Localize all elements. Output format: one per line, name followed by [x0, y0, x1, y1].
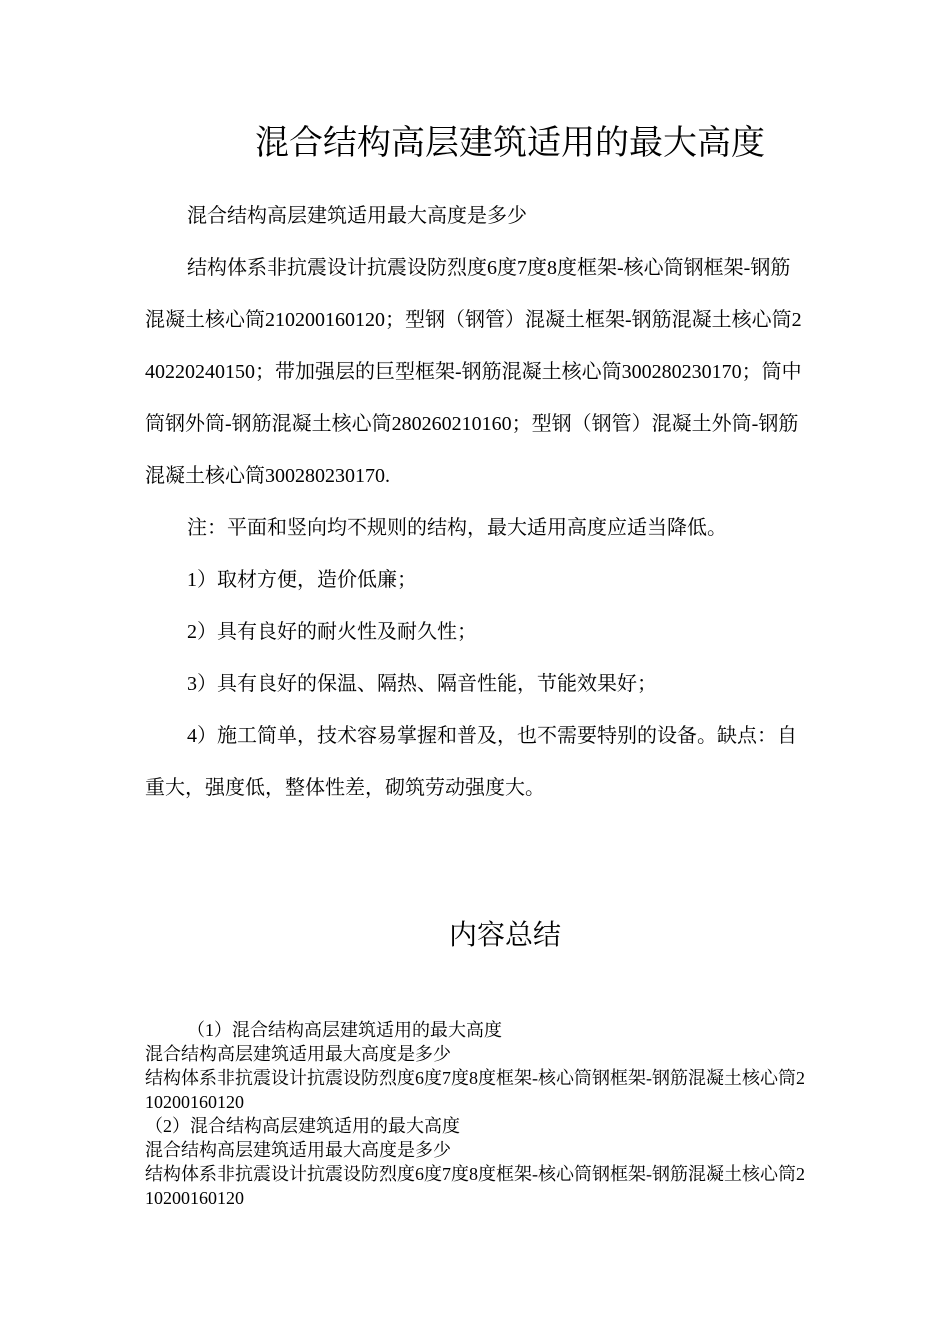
- document-title: 混合结构高层建筑适用的最大高度: [255, 125, 765, 162]
- paragraph: 2）具有良好的耐火性及耐久性；: [187, 621, 477, 643]
- summary-line: （2）混合结构高层建筑适用的最大高度: [145, 1116, 460, 1136]
- summary-body: [145, 1018, 810, 1210]
- summary-line: 混合结构高层建筑适用最大高度是多少: [145, 1140, 451, 1160]
- document-body: [145, 190, 807, 814]
- paragraph: 1）取材方便，造价低廉；: [187, 569, 417, 591]
- summary-line: 混合结构高层建筑适用最大高度是多少: [145, 1044, 451, 1064]
- paragraph: 结构体系非抗震设计抗震设防烈度6度7度8度框架-核心筒钢框架-钢筋混凝土核心筒210200160120；型钢（钢管）混凝土框架-钢筋混凝土核心筒240220240150；带加强层的巨型框架-钢筋混凝土核心筒300280230170；筒中筒钢外筒-钢筋混凝土核心筒280260210160；型钢（钢管）混凝土外筒-钢筋混凝土核心筒300280230170.: [145, 257, 802, 487]
- summary-line: （1）混合结构高层建筑适用的最大高度: [187, 1020, 502, 1040]
- summary-line: 结构体系非抗震设计抗震设防烈度6度7度8度框架-核心筒钢框架-钢筋混凝土核心筒210200160120: [145, 1068, 805, 1112]
- paragraph: 4）施工简单，技术容易掌握和普及，也不需要特别的设备。缺点：自重大，强度低，整体性差，砌筑劳动强度大。: [145, 725, 797, 799]
- paragraph: 混合结构高层建筑适用最大高度是多少: [187, 205, 527, 227]
- summary-line: 结构体系非抗震设计抗震设防烈度6度7度8度框架-核心筒钢框架-钢筋混凝土核心筒210200160120: [145, 1164, 805, 1208]
- summary-title: 内容总结: [448, 920, 561, 951]
- paragraph: 3）具有良好的保温、隔热、隔音性能，节能效果好；: [187, 673, 657, 695]
- paragraph: 注：平面和竖向均不规则的结构，最大适用高度应适当降低。: [187, 517, 727, 539]
